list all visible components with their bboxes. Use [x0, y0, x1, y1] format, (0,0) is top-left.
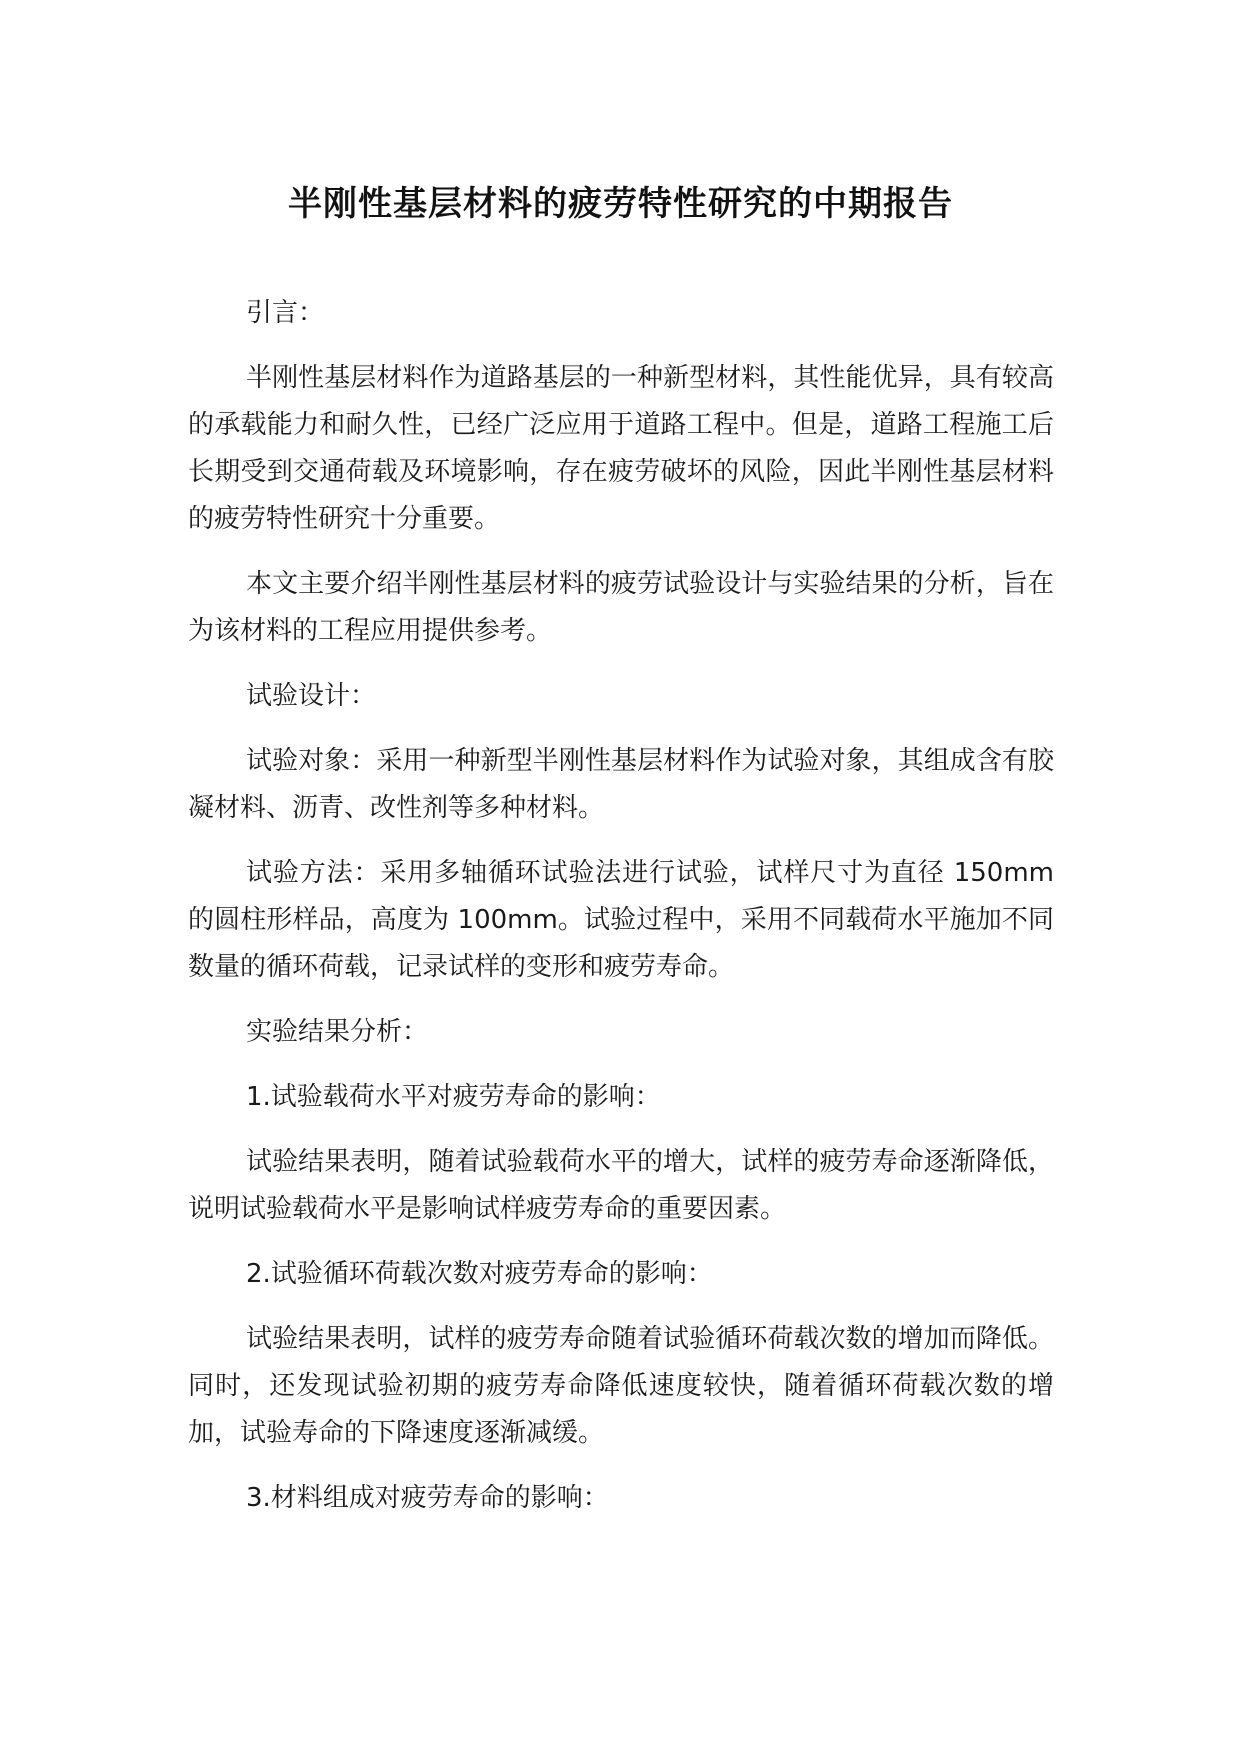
paragraph-intro-heading: 引言： — [246, 298, 325, 328]
paragraph-intro-text: 半刚性基层材料作为道路基层的一种新型材料，其性能优异，具有较高的承载能力和耐久性，已经广泛应用于道路工程中。但是，道路工程施工后长期受到交通荷载及环境影响，存在疲劳破坏的风险，因此半刚性基层材料的疲劳特性研究十分重要。 — [188, 363, 1054, 534]
paragraph-purpose: 本文主要介绍半刚性基层材料的疲劳试验设计与实验结果的分析，旨在为该材料的工程应用提供参考。 — [188, 569, 1054, 646]
paragraph-design-heading: 试验设计： — [246, 681, 377, 711]
paragraph-item-2-heading: 2.试验循环荷载次数对疲劳寿命的影响： — [246, 1259, 713, 1289]
paragraph-test-object: 试验对象：采用一种新型半刚性基层材料作为试验对象，其组成含有胶凝材料、沥青、改性剂等多种材料。 — [188, 746, 1054, 823]
document-title: 半刚性基层材料的疲劳特性研究的中期报告 — [288, 184, 953, 224]
paragraph-test-method: 试验方法：采用多轴循环试验法进行试验，试样尺寸为直径 150mm 的圆柱形样品，高度为 100mm。试验过程中，采用不同载荷水平施加不同数量的循环荷载，记录试样的变形和疲劳寿命。 — [188, 858, 1054, 982]
document-body — [188, 290, 1054, 1540]
paragraph-item-3-heading: 3.材料组成对疲劳寿命的影响： — [246, 1483, 609, 1513]
paragraph-results-heading: 实验结果分析： — [246, 1017, 429, 1047]
paragraph-item-2-text: 试验结果表明，试样的疲劳寿命随着试验循环荷载次数的增加而降低。同时，还发现试验初期的疲劳寿命降低速度较快，随着循环荷载次数的增加，试验寿命的下降速度逐渐减缓。 — [188, 1324, 1054, 1448]
paragraph-item-1-text: 试验结果表明，随着试验载荷水平的增大，试样的疲劳寿命逐渐降低，说明试验载荷水平是影响试样疲劳寿命的重要因素。 — [188, 1147, 1054, 1224]
paragraph-item-1-heading: 1.试验载荷水平对疲劳寿命的影响： — [246, 1082, 661, 1112]
